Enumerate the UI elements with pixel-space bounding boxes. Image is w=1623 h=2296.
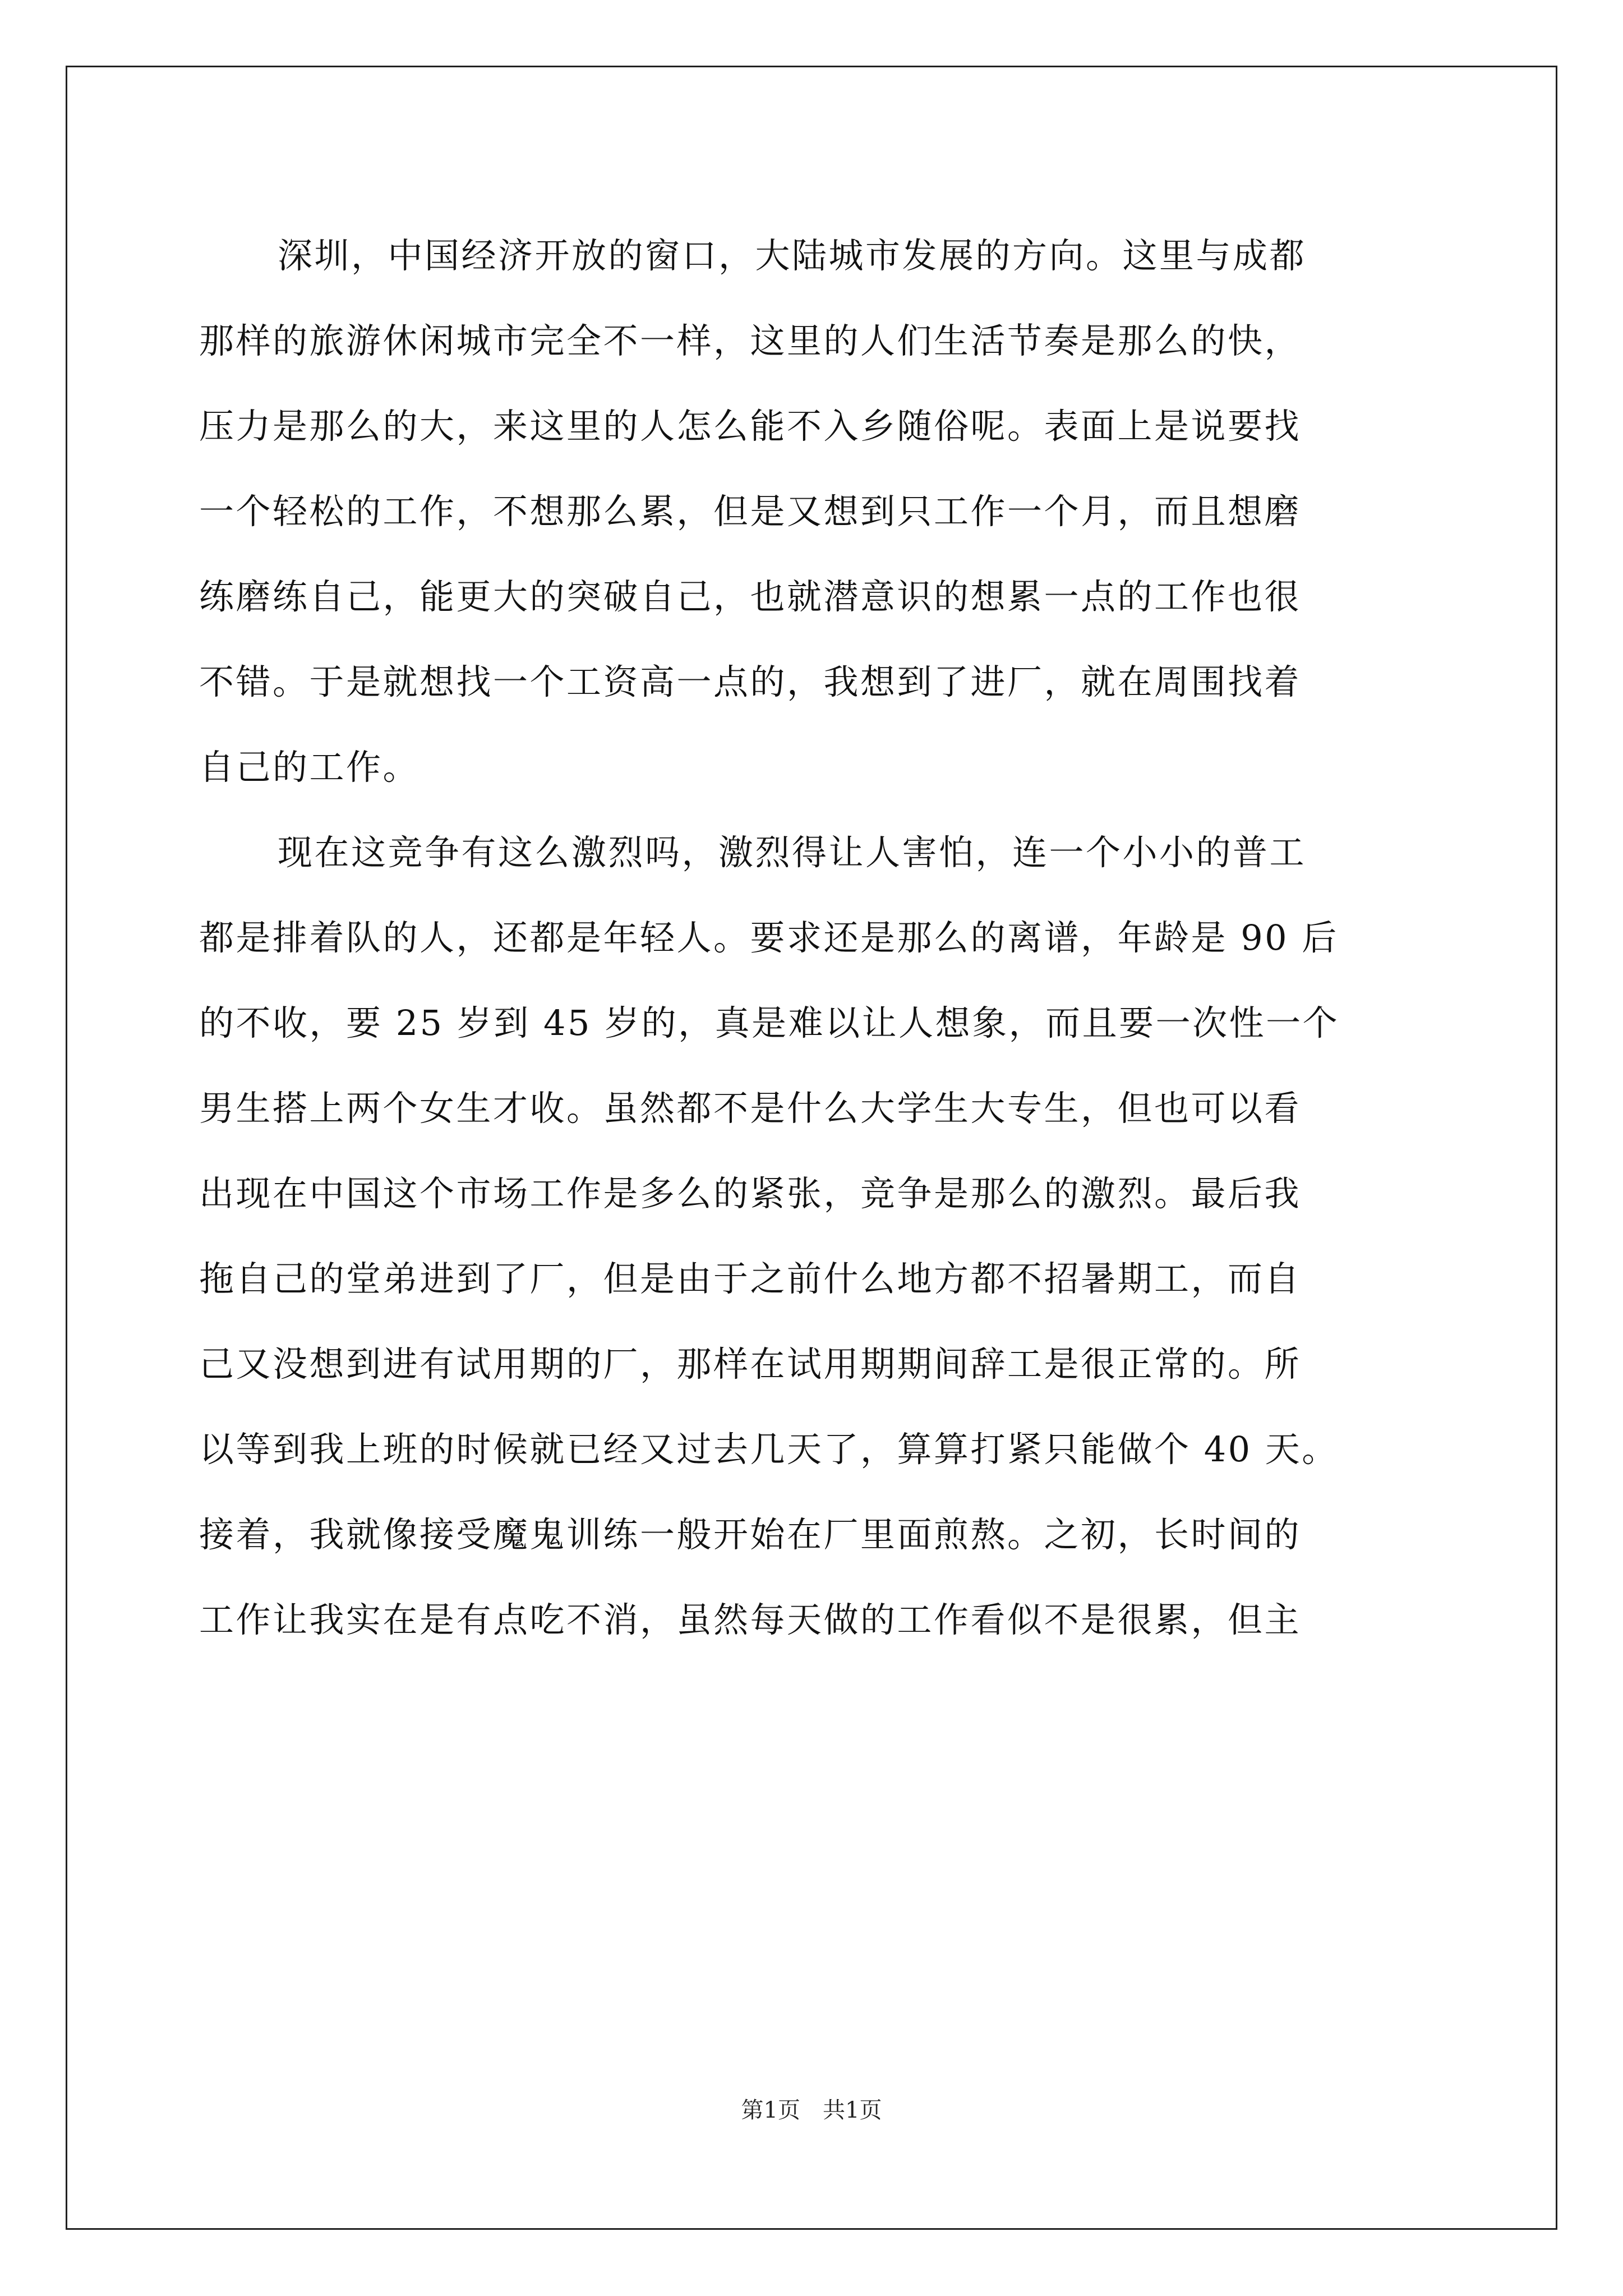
paragraph-2-line-6: 拖自己的堂弟进到了厂，但是由于之前什么地方都不招暑期工，而自 [199,1258,1302,1299]
paragraph-2-line-4: 男生搭上两个女生才收。虽然都不是什么大学生大专生，但也可以看 [199,1088,1302,1129]
paragraph-1-line-7: 自己的工作。 [199,747,420,788]
paragraph-1-line-5: 练磨练自己，能更大的突破自己，也就潜意识的想累一点的工作也很 [199,576,1302,617]
paragraph-2-line-7: 己又没想到进有试用期的厂，那样在试用期期间辞工是很正常的。所 [199,1343,1302,1384]
paragraph-2-line-10: 工作让我实在是有点吃不消，虽然每天做的工作看似不是很累，但主 [199,1599,1302,1640]
paragraph-2-line-3: 的不收，要 25 岁到 45 岁的，真是难以让人想象，而且要一次性一个 [199,1002,1340,1043]
paragraph-2-line-9: 接着，我就像接受魔鬼训练一般开始在厂里面煎熬。之初，长时间的 [199,1514,1302,1555]
page-number-footer: 第1页 共1页 [741,2097,882,2123]
paragraph-2-line-8: 以等到我上班的时候就已经又过去几天了，算算打紧只能做个 40 天。 [199,1429,1339,1470]
paragraph-1-line-2: 那样的旅游休闲城市完全不一样，这里的人们生活节奏是那么的快， [199,320,1302,361]
paragraph-1-line-3: 压力是那么的大，来这里的人怎么能不入乡随俗呢。表面上是说要找 [199,406,1302,447]
paragraph-2-line-2: 都是排着队的人，还都是年轻人。要求还是那么的离谱，年龄是 90 后 [199,917,1339,958]
document-body [199,213,1427,1663]
paragraph-1-line-4: 一个轻松的工作，不想那么累，但是又想到只工作一个月，而且想磨 [199,491,1302,532]
paragraph-2-line-5: 出现在中国这个市场工作是多么的紧张，竞争是那么的激烈。最后我 [199,1173,1302,1214]
paragraph-1-line-6: 不错。于是就想找一个工资高一点的，我想到了进厂，就在周围找着 [199,661,1302,702]
paragraph-2-line-1: 现在这竞争有这么激烈吗，激烈得让人害怕，连一个小小的普工 [278,832,1307,873]
paragraph-1-line-1: 深圳，中国经济开放的窗口，大陆城市发展的方向。这里与成都 [278,235,1307,276]
